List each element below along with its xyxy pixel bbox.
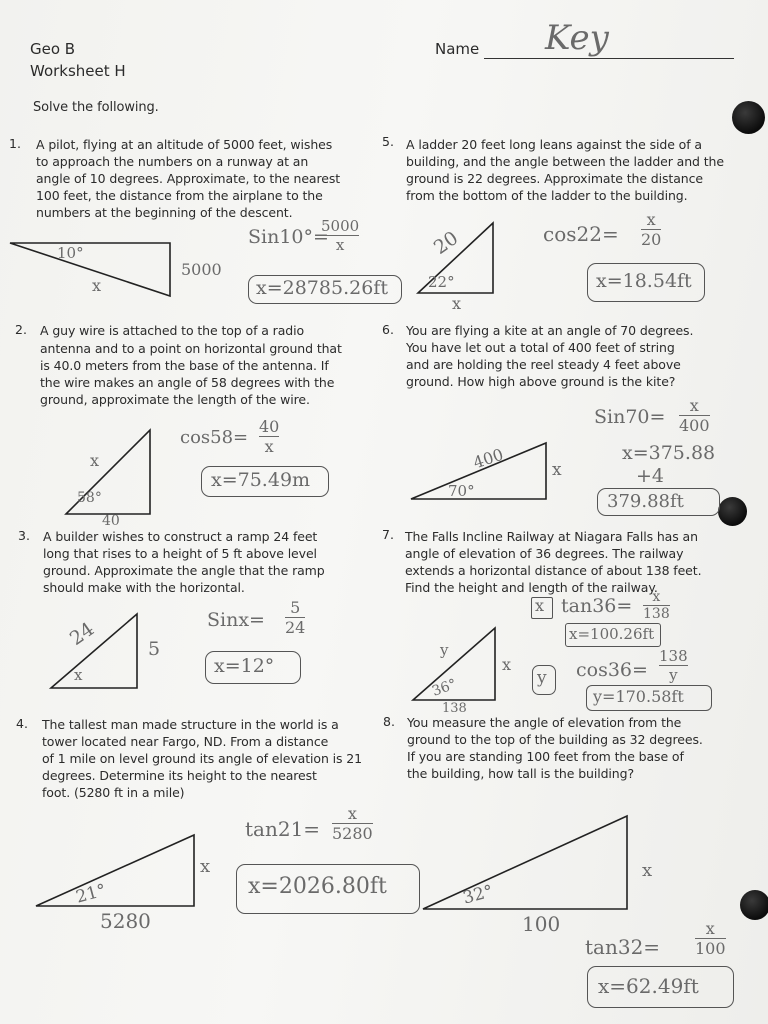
problem-4-equation-fraction: x 5280 xyxy=(332,804,373,843)
problem-6-answer: 379.88ft xyxy=(607,491,684,512)
name-label: Name xyxy=(435,40,480,58)
problem-8-side-label: x xyxy=(642,860,653,881)
problem-4-answer: x=2026.80ft xyxy=(248,874,387,899)
problem-7-equation-fraction: x 138 xyxy=(643,589,670,622)
problem-4-number: 4. xyxy=(16,716,28,731)
problem-7-angle-label: 36° xyxy=(430,676,459,700)
problem-8-equation-lhs: tan32= xyxy=(585,935,661,959)
problem-1-hyp-label: x xyxy=(92,276,102,295)
problem-6-side-label: x xyxy=(552,460,562,480)
problem-1-side-label: 5000 xyxy=(181,260,222,279)
problem-1-number: 1. xyxy=(9,136,21,151)
problem-4-angle-label: 21° xyxy=(73,880,109,908)
problem-7-equation2-fraction: 138 y xyxy=(659,647,688,684)
name-value: Key xyxy=(545,18,609,58)
course-title: Geo B xyxy=(30,40,76,58)
problem-5-equation-lhs: cos22= xyxy=(543,222,619,246)
problem-6-angle-label: 70° xyxy=(448,482,475,500)
problem-1-equation-lhs: Sin10°= xyxy=(248,226,329,248)
problem-7-var-y: y xyxy=(537,668,547,688)
problem-4-equation-lhs: tan21= xyxy=(245,817,321,841)
problem-3-angle-label: x xyxy=(74,666,83,684)
problem-6-equation-fraction: x 400 xyxy=(679,396,710,435)
problem-6-hyp-label: 400 xyxy=(470,444,506,473)
worksheet-title: Worksheet H xyxy=(30,62,126,80)
problem-6-number: 6. xyxy=(382,322,394,337)
problem-7-equation-lhs: tan36= xyxy=(561,595,633,617)
problem-2-answer: x=75.49m xyxy=(211,469,311,491)
problem-5-angle-label: 22° xyxy=(428,273,455,291)
problem-1-answer: x=28785.26ft xyxy=(256,277,388,299)
problem-7-answer2: y=170.58ft xyxy=(593,687,684,706)
problem-1-equation-fraction: 5000 x xyxy=(321,217,360,254)
problem-7-base-label: 138 xyxy=(442,701,467,716)
problem-5-number: 5. xyxy=(382,134,394,149)
problem-8-number: 8. xyxy=(383,714,395,729)
problem-7-var-x: x xyxy=(535,596,545,615)
problem-1-angle-label: 10° xyxy=(57,244,84,262)
problem-8-base-label: 100 xyxy=(522,912,561,936)
problem-8-equation-fraction: x 100 xyxy=(695,919,726,958)
problem-5-answer: x=18.54ft xyxy=(596,270,692,292)
problem-5-hyp-label: 20 xyxy=(429,227,463,259)
problem-8-angle-label: 32° xyxy=(460,881,496,909)
problem-6-work-line-2: +4 xyxy=(636,465,665,487)
problem-3-number: 3. xyxy=(18,528,30,543)
problem-2-number: 2. xyxy=(15,322,27,337)
problem-3-equation-lhs: Sinx= xyxy=(207,609,265,631)
problem-3-equation-fraction: 5 24 xyxy=(285,598,306,637)
instructions: Solve the following. xyxy=(33,100,159,115)
problem-2-angle-label: 58° xyxy=(77,490,102,506)
problem-2-equation-lhs: cos58= xyxy=(180,427,249,448)
problem-5-base-label: x xyxy=(452,294,462,313)
problem-4-side-label: x xyxy=(200,856,211,877)
problem-2-hyp-label: x xyxy=(90,451,100,470)
problem-4-base-label: 5280 xyxy=(100,909,151,933)
problem-7-equation2-lhs: cos36= xyxy=(576,659,648,681)
problem-3-answer: x=12° xyxy=(214,655,275,677)
problem-3-hyp-label: 24 xyxy=(65,618,99,650)
problem-5-equation-fraction: x 20 xyxy=(641,210,662,249)
problem-2-base-label: 40 xyxy=(102,513,120,529)
worksheet-page: Geo B Worksheet H Name Key Solve the following. 1. A pilot, flying at an altitude of 5000 feet, wishes to approach the numbers on a runway at an angle of 10 degrees. Approximate, to the nearest 100 feet, the distance from the airplane to the numbers at the beginning of the descent. 10° 5000 x Sin10°= 5000 x x=28785.26ft 2. A guy wire is attached to the top of a radio antenna and to a point on horizontal ground that is 40.0 meters from the base of the antenna. If the wire makes an angle of 58 degrees with the ground, approximate the length of the wire. x 58° 40 cos58= 40 x x=75.49m 3. A builder wishes to construct a ramp 24 feet long that rises to a height of 5 ft above level ground. Approximate the angle that the ramp should make with the horizontal. 24 5 x Sinx= 5 24 x=12° 4. The tallest man made structure in the world is a tower located near Fargo, ND. From a distance of 1 mile on level ground its angle of elevation is 21 degrees. Determine its height to the nearest foot. (5280 ft in a mile) 21° x 5280 tan21= x 5280 x=2026.80ft 5. A ladder 20 feet long leans against the side of a building, and the angle between the ladder and the ground is 22 degrees. Approximate the distance from the bottom of the ladder to the building. 20 22° x cos22= x 20 x=18.54ft 6. You are flying a kite at an angle of 70 degrees. You have let out a total of 400 feet of string and are holding the reel steady 4 feet above ground. How high above ground is the kite? 400 70° x Sin70= x 400 x=375.88 +4 379.88ft 7. The Falls Incline Railway at Niagara Falls has an angle of elevation of 36 degrees. The railway extends a horizontal distance of about 138 feet. Find the height and length of the railway. y 36° x 138 x tan36= x 138 x=100.26ft y cos36= 138 y y=170.58ft 8. You measure the angle of elevation from the ground to the top of the building as 32 degrees. If you are standing 100 feet from the base of the building, how tall is the building? 32° x 100 tan32= x 100 x=62.49ft xyxy=(0,0,768,1024)
problem-7-side-label: x xyxy=(502,655,512,674)
problem-3-side-label: 5 xyxy=(148,638,161,660)
problem-8-answer: x=62.49ft xyxy=(598,974,699,998)
problem-6-equation-lhs: Sin70= xyxy=(594,406,666,428)
problem-7-answer: x=100.26ft xyxy=(569,625,655,643)
problem-6-work-line-1: x=375.88 xyxy=(622,442,716,464)
problem-7-number: 7. xyxy=(382,527,394,542)
problem-2-equation-fraction: 40 x xyxy=(259,417,280,456)
problem-7-hyp-label: y xyxy=(440,641,449,659)
